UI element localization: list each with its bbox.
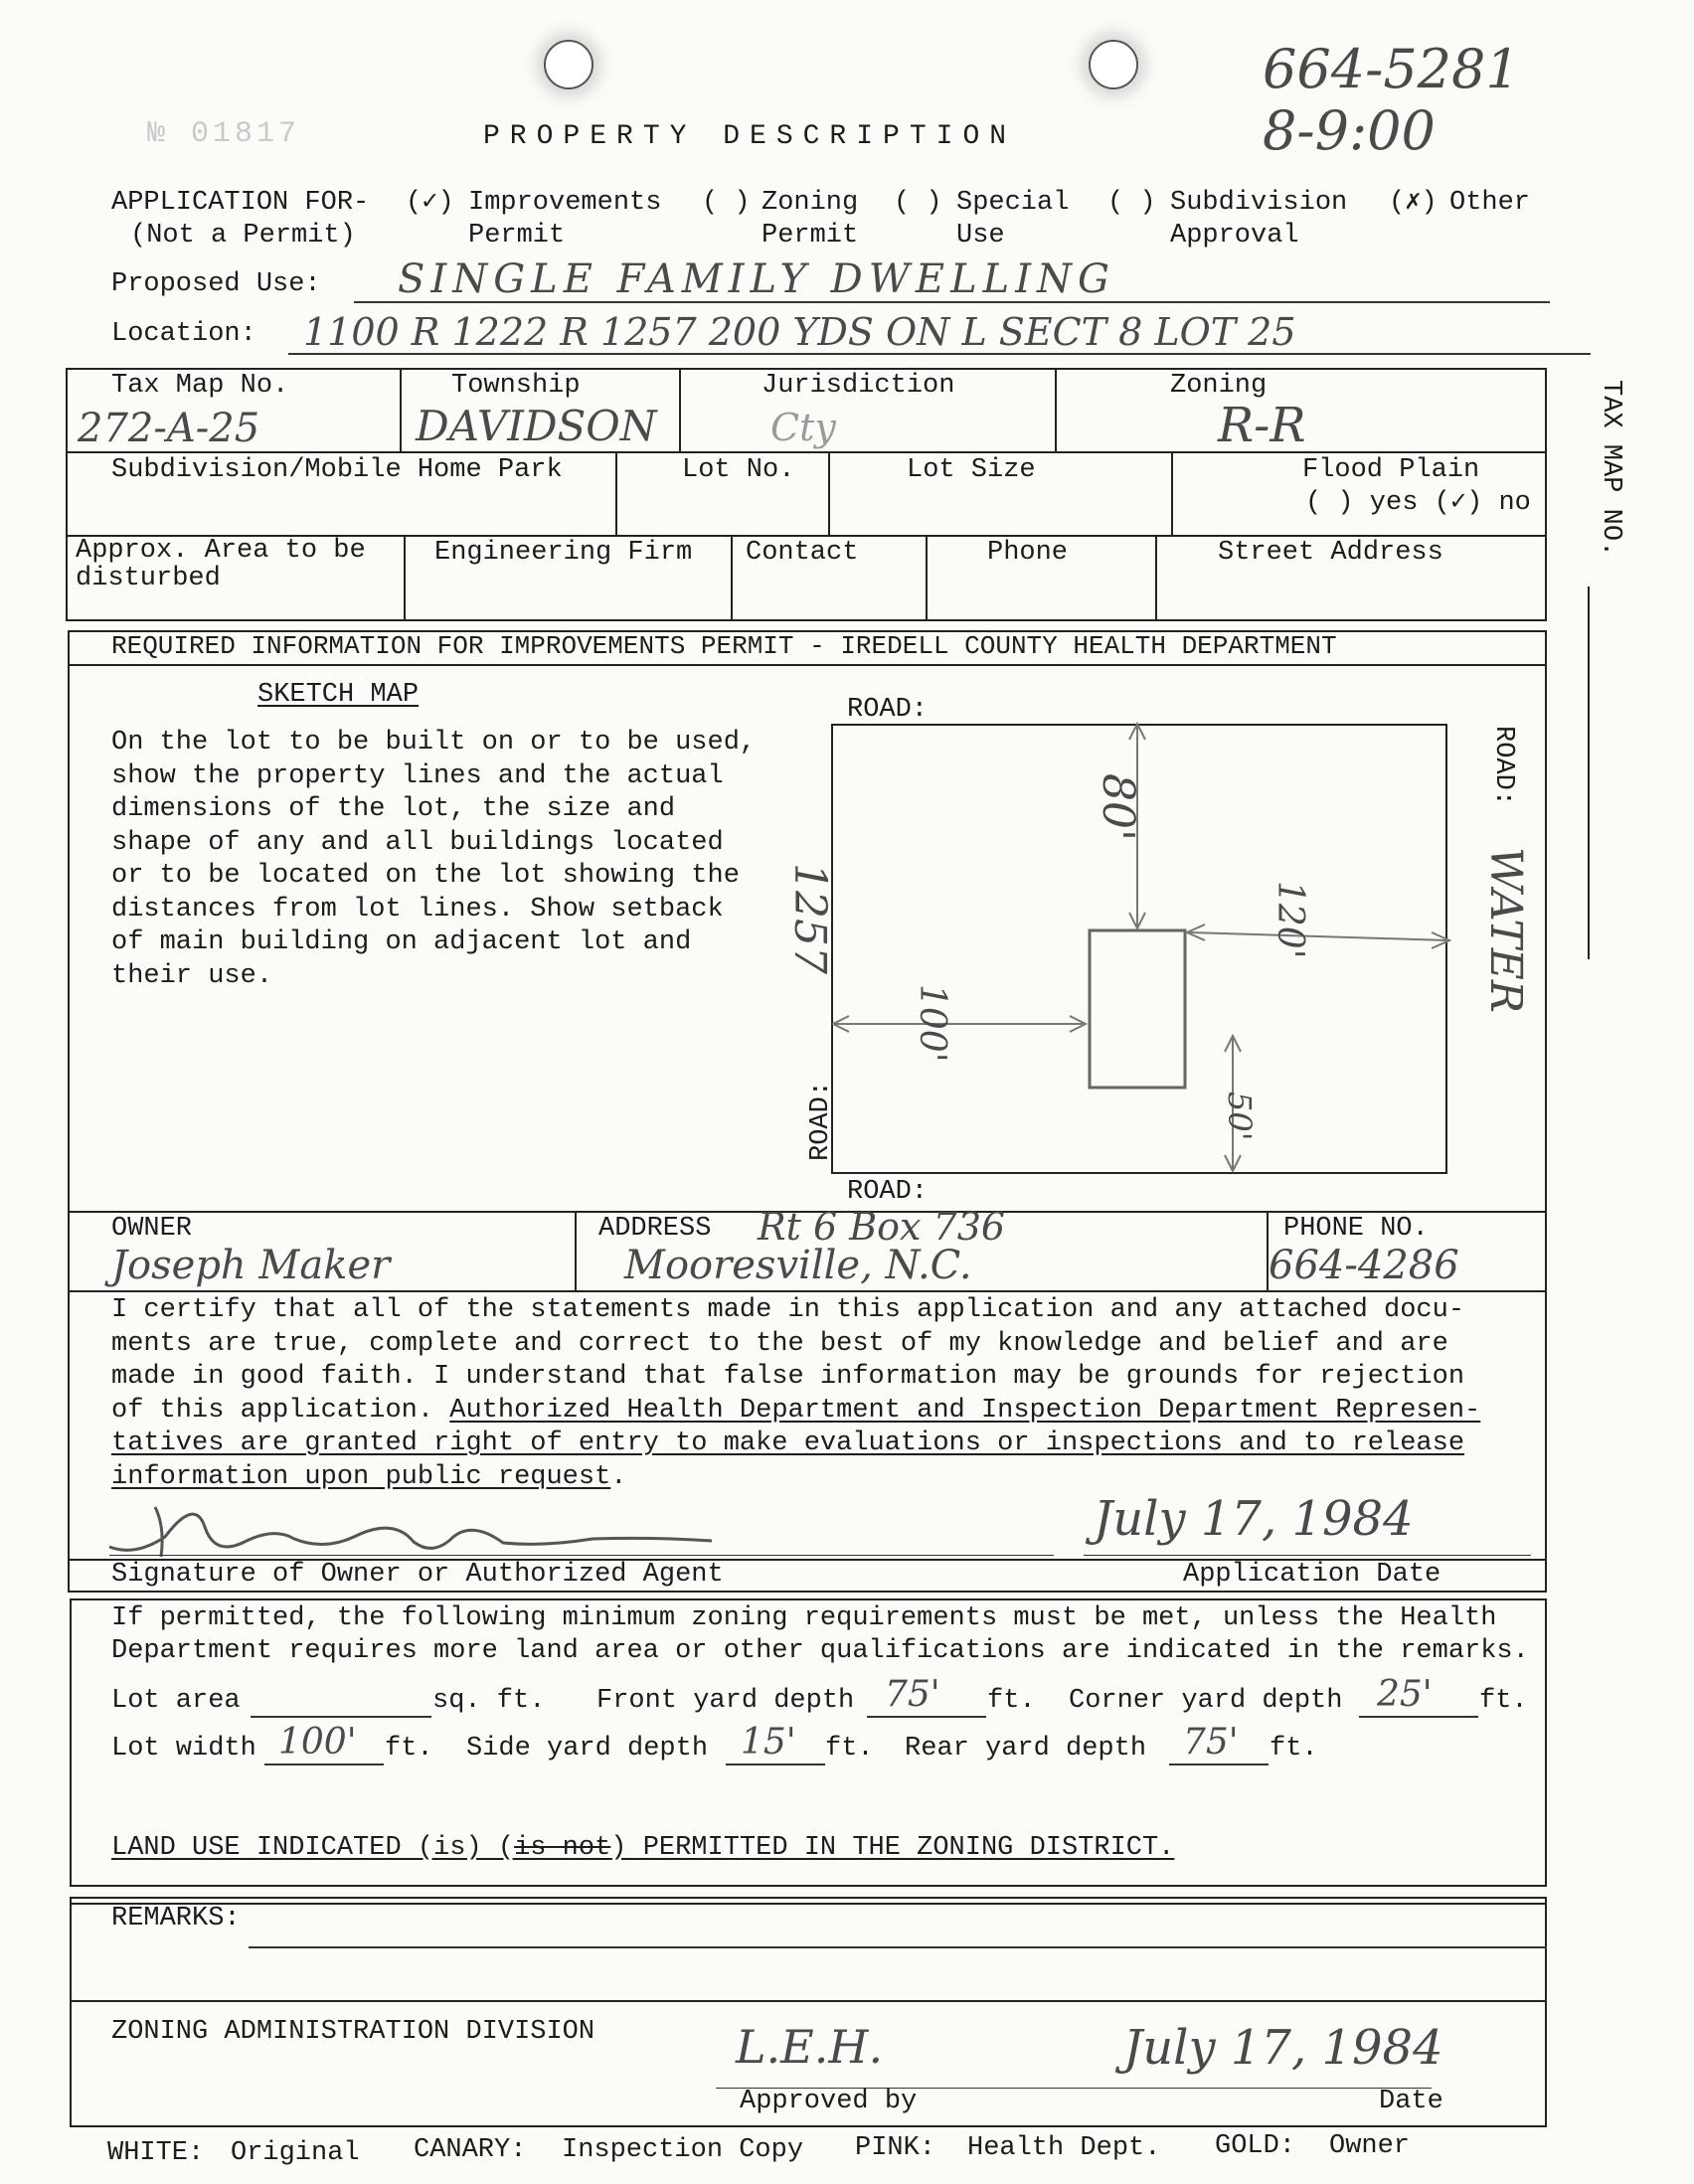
- application-for-label: APPLICATION FOR-: [111, 188, 370, 218]
- side-yard-label: Side yard depth: [466, 1734, 709, 1764]
- proposed-use-label: Proposed Use:: [111, 269, 321, 299]
- footer-pink-label: PINK:: [855, 2133, 936, 2163]
- front-yard-value[interactable]: 75': [885, 1674, 940, 1715]
- remarks-label: REMARKS:: [111, 1904, 241, 1933]
- lot-width-unit: ft.: [385, 1734, 433, 1764]
- certification-text: I certify that all of the statements made in this application and any attached docu- ments are true, complete and correct to the best of my knowledge and belief and are made in good faith. I understand that false information may be grounds for rejection of this application. Authorized Health Department and Inspection Department Represen- tatives are granted right of entry to make evaluations or inspections and to release information upon public request.: [111, 1295, 1481, 1492]
- subdivision-label: Subdivision/Mobile Home Park: [111, 455, 563, 485]
- phone-no-value[interactable]: 664-4286: [1269, 1243, 1459, 1288]
- sketch-drawing: [756, 696, 1551, 1213]
- engineering-firm-label: Engineering Firm: [434, 538, 693, 568]
- footer-pink-value: Health Dept.: [967, 2133, 1161, 2163]
- punch-hole-left: [544, 40, 593, 89]
- application-date-value[interactable]: July 17, 1984: [1094, 1491, 1414, 1547]
- lot-area-label: Lot area: [111, 1686, 241, 1716]
- option-other-mark[interactable]: (✗): [1389, 188, 1438, 218]
- flood-plain-label: Flood Plain: [1302, 455, 1480, 485]
- option-zoning-label: Zoning: [762, 188, 859, 218]
- option-improvements-mark[interactable]: (✓): [406, 188, 454, 218]
- handwritten-time-note: 8-9:00: [1263, 99, 1436, 162]
- form-number-stamp: № 01817: [147, 117, 301, 151]
- approver-initials[interactable]: L.E.H.: [736, 2020, 884, 2074]
- street-address-label: Street Address: [1218, 538, 1443, 568]
- land-use-struck-option: is not: [514, 1833, 611, 1863]
- jurisdiction-value[interactable]: Cty: [770, 406, 836, 449]
- address-label: ADDRESS: [598, 1214, 712, 1244]
- township-value[interactable]: DAVIDSON: [416, 402, 657, 450]
- rear-yard-unit: ft.: [1270, 1734, 1318, 1764]
- owner-value[interactable]: Joseph Maker: [111, 1243, 391, 1288]
- sketch-map-title: SKETCH MAP: [257, 680, 420, 710]
- option-special-mark[interactable]: ( ): [894, 188, 942, 218]
- sketch-dim-right: 120': [1270, 881, 1310, 959]
- zoning-label: Zoning: [1170, 371, 1268, 401]
- page-title: PROPERTY DESCRIPTION: [483, 121, 1017, 152]
- sketch-right-feature: WATER: [1480, 847, 1531, 1013]
- corner-yard-unit: ft.: [1479, 1686, 1528, 1716]
- option-subdivision-label: Subdivision: [1170, 188, 1348, 218]
- lot-size-label: Lot Size: [907, 455, 1036, 485]
- lot-no-label: Lot No.: [682, 455, 795, 485]
- flood-plain-options[interactable]: ( ) yes (✓) no: [1305, 488, 1531, 518]
- road-bottom-label: ROAD:: [847, 1177, 929, 1207]
- road-left-label: ROAD:: [806, 1080, 836, 1161]
- road-top-label: ROAD:: [847, 695, 929, 725]
- sketch-dim-bottom: 50': [1221, 1092, 1259, 1141]
- zoning-req-line2: Department requires more land area or other qualifications are indicated in the remarks.: [111, 1636, 1529, 1666]
- required-info-header: REQUIRED INFORMATION FOR IMPROVEMENTS PERMIT - IREDELL COUNTY HEALTH DEPARTMENT: [111, 631, 1337, 661]
- approved-by-label: Approved by: [740, 2087, 918, 2116]
- zoning-value[interactable]: R-R: [1218, 398, 1306, 453]
- not-a-permit-label: (Not a Permit): [130, 221, 356, 251]
- land-use-statement: LAND USE INDICATED (is) (is not) PERMITTED IN THE ZONING DISTRICT.: [111, 1833, 1175, 1863]
- area-disturbed-label: Approx. Area to be disturbed: [76, 536, 366, 593]
- footer-white-label: WHITE:: [107, 2138, 205, 2168]
- handwritten-phone-note: 664-5281: [1263, 38, 1520, 100]
- sketch-house: [1090, 930, 1185, 1088]
- zoning-req-line1: If permitted, the following minimum zoning requirements must be met, unless the Health: [111, 1603, 1497, 1633]
- tax-map-value[interactable]: 272-A-25: [78, 406, 260, 451]
- lot-width-label: Lot width: [111, 1734, 256, 1764]
- option-special-label: Special: [956, 188, 1070, 218]
- footer-gold-label: GOLD:: [1215, 2131, 1296, 2161]
- proposed-use-value[interactable]: SINGLE FAMILY DWELLING: [398, 256, 1115, 302]
- option-improvements-label: Improvements: [468, 188, 662, 218]
- owner-label: OWNER: [111, 1214, 193, 1244]
- option-improvements-label2: Permit: [468, 221, 566, 251]
- jurisdiction-label: Jurisdiction: [762, 371, 955, 401]
- location-label: Location:: [111, 319, 256, 349]
- sketch-instructions: On the lot to be built on or to be used, show the property lines and the actual dimensions of the lot, the size and shape of any and all buildings located or to be located on the lot showing the distances from lot lines. Show setback of main building on adjacent lot and their use.: [111, 728, 757, 991]
- side-yard-unit: ft.: [825, 1734, 874, 1764]
- option-zoning-label2: Permit: [762, 221, 859, 251]
- footer-white-value: Original: [231, 2138, 360, 2168]
- tax-map-side-label: TAX MAP NO.: [1596, 380, 1625, 558]
- lot-area-unit: sq. ft.: [432, 1686, 546, 1716]
- sketch-dim-top: 80': [1093, 773, 1143, 842]
- address-line2[interactable]: Mooresville, N.C.: [624, 1243, 972, 1288]
- footer-canary-label: CANARY:: [414, 2135, 527, 2165]
- approval-date-value[interactable]: July 17, 1984: [1123, 2020, 1443, 2076]
- option-subdivision-mark[interactable]: ( ): [1107, 188, 1156, 218]
- option-other-label: Other: [1449, 188, 1531, 218]
- option-zoning-mark[interactable]: ( ): [702, 188, 751, 218]
- address-line1[interactable]: Rt 6 Box 736: [758, 1205, 1006, 1249]
- sketch-dim-left: 100': [912, 984, 952, 1063]
- footer-canary-value: Inspection Copy: [562, 2135, 804, 2165]
- front-yard-unit: ft.: [987, 1686, 1036, 1716]
- rear-yard-value[interactable]: 75': [1183, 1722, 1239, 1763]
- phone-no-label: PHONE NO.: [1283, 1214, 1429, 1244]
- sketch-left-road-name: 1257: [784, 863, 835, 974]
- road-right-label: ROAD:: [1488, 726, 1518, 807]
- front-yard-label: Front yard depth: [596, 1686, 855, 1716]
- corner-yard-label: Corner yard depth: [1069, 1686, 1343, 1716]
- punch-hole-right: [1089, 40, 1138, 89]
- approval-date-label: Date: [1379, 2087, 1443, 2116]
- location-value[interactable]: 1100 R 1222 R 1257 200 YDS ON L SECT 8 LOT 25: [303, 310, 1296, 354]
- phone-label: Phone: [987, 538, 1069, 568]
- zoning-admin-label: ZONING ADMINISTRATION DIVISION: [111, 2017, 595, 2047]
- lot-width-value[interactable]: 100': [278, 1722, 357, 1763]
- footer-gold-value: Owner: [1329, 2131, 1411, 2161]
- application-date-label: Application Date: [1183, 1560, 1441, 1590]
- contact-label: Contact: [746, 538, 859, 568]
- side-yard-value[interactable]: 15': [741, 1722, 796, 1763]
- rear-yard-label: Rear yard depth: [905, 1734, 1147, 1764]
- township-label: Township: [451, 371, 581, 401]
- corner-yard-value[interactable]: 25': [1377, 1674, 1433, 1715]
- option-subdivision-label2: Approval: [1170, 221, 1299, 251]
- tax-map-label: Tax Map No.: [111, 371, 289, 401]
- signature-label: Signature of Owner or Authorized Agent: [111, 1560, 724, 1590]
- option-special-label2: Use: [956, 221, 1005, 251]
